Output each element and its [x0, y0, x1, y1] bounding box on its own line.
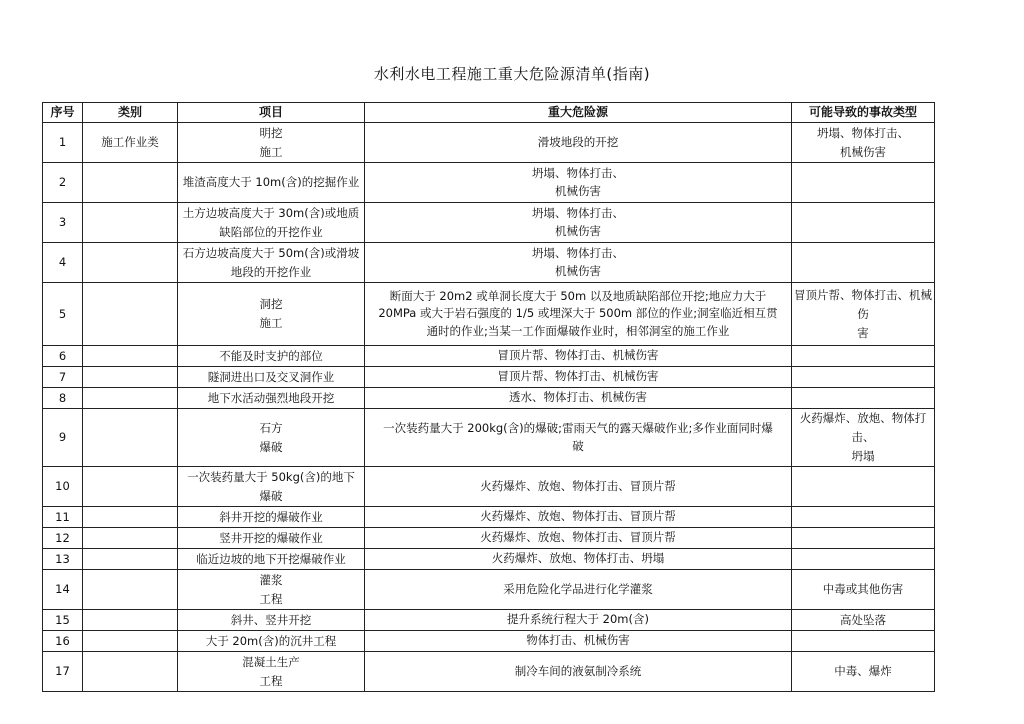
cell-hazard: 冒顶片帮、物体打击、机械伤害	[365, 346, 792, 367]
table-row	[43, 409, 935, 467]
cell-no: 13	[43, 549, 83, 570]
table-row	[43, 631, 935, 652]
cell-category	[83, 570, 178, 610]
cell-category	[83, 507, 178, 528]
cell-hazard: 火药爆炸、放炮、物体打击、冒顶片帮	[365, 507, 792, 528]
cell-no: 2	[43, 163, 83, 203]
cell-no: 16	[43, 631, 83, 652]
cell-no: 15	[43, 610, 83, 631]
cell-hazard: 火药爆炸、放炮、物体打击、冒顶片帮	[365, 467, 792, 507]
cell-hazard: 滑坡地段的开挖	[365, 123, 792, 163]
table-row	[43, 610, 935, 631]
table-row	[43, 388, 935, 409]
cell-no: 7	[43, 367, 83, 388]
cell-no: 6	[43, 346, 83, 367]
cell-hazard: 一次装药量大于 200kg(含)的爆破;雷雨天气的露天爆破作业;多作业面同时爆 破	[365, 409, 792, 467]
table-row	[43, 549, 935, 570]
cell-no: 8	[43, 388, 83, 409]
cell-category	[83, 528, 178, 549]
cell-item: 石方 爆破	[178, 409, 365, 467]
cell-no: 12	[43, 528, 83, 549]
cell-item: 大于 20m(含)的沉井工程	[178, 631, 365, 652]
cell-accident-type: 中毒、爆炸	[792, 652, 935, 692]
cell-item: 地下水活动强烈地段开挖	[178, 388, 365, 409]
table-row	[43, 467, 935, 507]
table-row	[43, 163, 935, 203]
table-row	[43, 123, 935, 163]
cell-hazard: 采用危险化学品进行化学灌浆	[365, 570, 792, 610]
cell-no: 14	[43, 570, 83, 610]
cell-item: 堆渣高度大于 10m(含)的挖掘作业	[178, 163, 365, 203]
cell-hazard: 冒顶片帮、物体打击、机械伤害	[365, 367, 792, 388]
cell-category	[83, 163, 178, 203]
cell-no: 3	[43, 203, 83, 243]
header-accident-type: 可能导致的事故类型	[792, 103, 935, 123]
cell-accident-type: 火药爆炸、放炮、物体打击、 坍塌	[792, 409, 935, 467]
cell-category	[83, 652, 178, 692]
cell-hazard: 火药爆炸、放炮、物体打击、冒顶片帮	[365, 528, 792, 549]
cell-category	[83, 283, 178, 346]
cell-no: 11	[43, 507, 83, 528]
cell-category: 施工作业类	[83, 123, 178, 163]
cell-accident-type: 坍塌、物体打击、 机械伤害	[792, 123, 935, 163]
cell-category	[83, 409, 178, 467]
cell-category	[83, 467, 178, 507]
cell-category	[83, 203, 178, 243]
table-row	[43, 203, 935, 243]
cell-accident-type	[792, 346, 935, 367]
cell-accident-type	[792, 507, 935, 528]
cell-hazard: 坍塌、物体打击、 机械伤害	[365, 203, 792, 243]
cell-accident-type	[792, 243, 935, 283]
cell-accident-type: 高处坠落	[792, 610, 935, 631]
cell-accident-type	[792, 388, 935, 409]
cell-no: 17	[43, 652, 83, 692]
page-title: 水利水电工程施工重大危险源清单(指南)	[373, 65, 651, 83]
cell-hazard: 透水、物体打击、机械伤害	[365, 388, 792, 409]
cell-category	[83, 610, 178, 631]
table-row	[43, 528, 935, 549]
cell-hazard: 断面大于 20m2 或单洞长度大于 50m 以及地质缺陷部位开挖;地应力大于 20MPa 或大于岩石强度的 1/5 或埋深大于 500m 部位的作业;洞室临近相互贯 通时的作业;当某一工作面爆破作业时，相邻洞室的施工作业	[365, 283, 792, 346]
cell-no: 9	[43, 409, 83, 467]
cell-accident-type	[792, 549, 935, 570]
cell-item: 明挖 施工	[178, 123, 365, 163]
cell-hazard: 制冷车间的液氨制冷系统	[365, 652, 792, 692]
cell-item: 灌浆 工程	[178, 570, 365, 610]
cell-hazard: 火药爆炸、放炮、物体打击、坍塌	[365, 549, 792, 570]
cell-item: 土方边坡高度大于 30m(含)或地质 缺陷部位的开挖作业	[178, 203, 365, 243]
header-item: 项目	[178, 103, 365, 123]
cell-item: 混凝土生产 工程	[178, 652, 365, 692]
header-category: 类别	[83, 103, 178, 123]
cell-category	[83, 367, 178, 388]
cell-accident-type	[792, 631, 935, 652]
table-row	[43, 570, 935, 610]
cell-item: 洞挖 施工	[178, 283, 365, 346]
cell-accident-type	[792, 367, 935, 388]
cell-hazard: 坍塌、物体打击、 机械伤害	[365, 163, 792, 203]
cell-item: 不能及时支护的部位	[178, 346, 365, 367]
cell-accident-type	[792, 467, 935, 507]
cell-accident-type	[792, 163, 935, 203]
cell-item: 隧洞进出口及交叉洞作业	[178, 367, 365, 388]
cell-item: 石方边坡高度大于 50m(含)或滑坡 地段的开挖作业	[178, 243, 365, 283]
header-hazard: 重大危险源	[365, 103, 792, 123]
cell-category	[83, 631, 178, 652]
cell-no: 4	[43, 243, 83, 283]
table-row	[43, 652, 935, 692]
cell-category	[83, 388, 178, 409]
cell-category	[83, 243, 178, 283]
cell-hazard: 提升系统行程大于 20m(含)	[365, 610, 792, 631]
cell-item: 一次装药量大于 50kg(含)的地下 爆破	[178, 467, 365, 507]
cell-accident-type	[792, 528, 935, 549]
cell-item: 斜井开挖的爆破作业	[178, 507, 365, 528]
cell-category	[83, 549, 178, 570]
table-row	[43, 283, 935, 346]
cell-hazard: 物体打击、机械伤害	[365, 631, 792, 652]
table-row	[43, 367, 935, 388]
cell-item: 竖井开挖的爆破作业	[178, 528, 365, 549]
table-header-row	[43, 103, 935, 123]
cell-item: 临近边坡的地下开挖爆破作业	[178, 549, 365, 570]
header-no: 序号	[43, 103, 83, 123]
cell-no: 10	[43, 467, 83, 507]
cell-accident-type: 冒顶片帮、物体打击、机械伤 害	[792, 283, 935, 346]
cell-no: 5	[43, 283, 83, 346]
cell-no: 1	[43, 123, 83, 163]
table-row	[43, 346, 935, 367]
cell-item: 斜井、竖井开挖	[178, 610, 365, 631]
cell-hazard: 坍塌、物体打击、 机械伤害	[365, 243, 792, 283]
cell-accident-type	[792, 203, 935, 243]
hazard-table	[42, 102, 935, 692]
cell-accident-type: 中毒或其他伤害	[792, 570, 935, 610]
cell-category	[83, 346, 178, 367]
table-row	[43, 507, 935, 528]
table-row	[43, 243, 935, 283]
